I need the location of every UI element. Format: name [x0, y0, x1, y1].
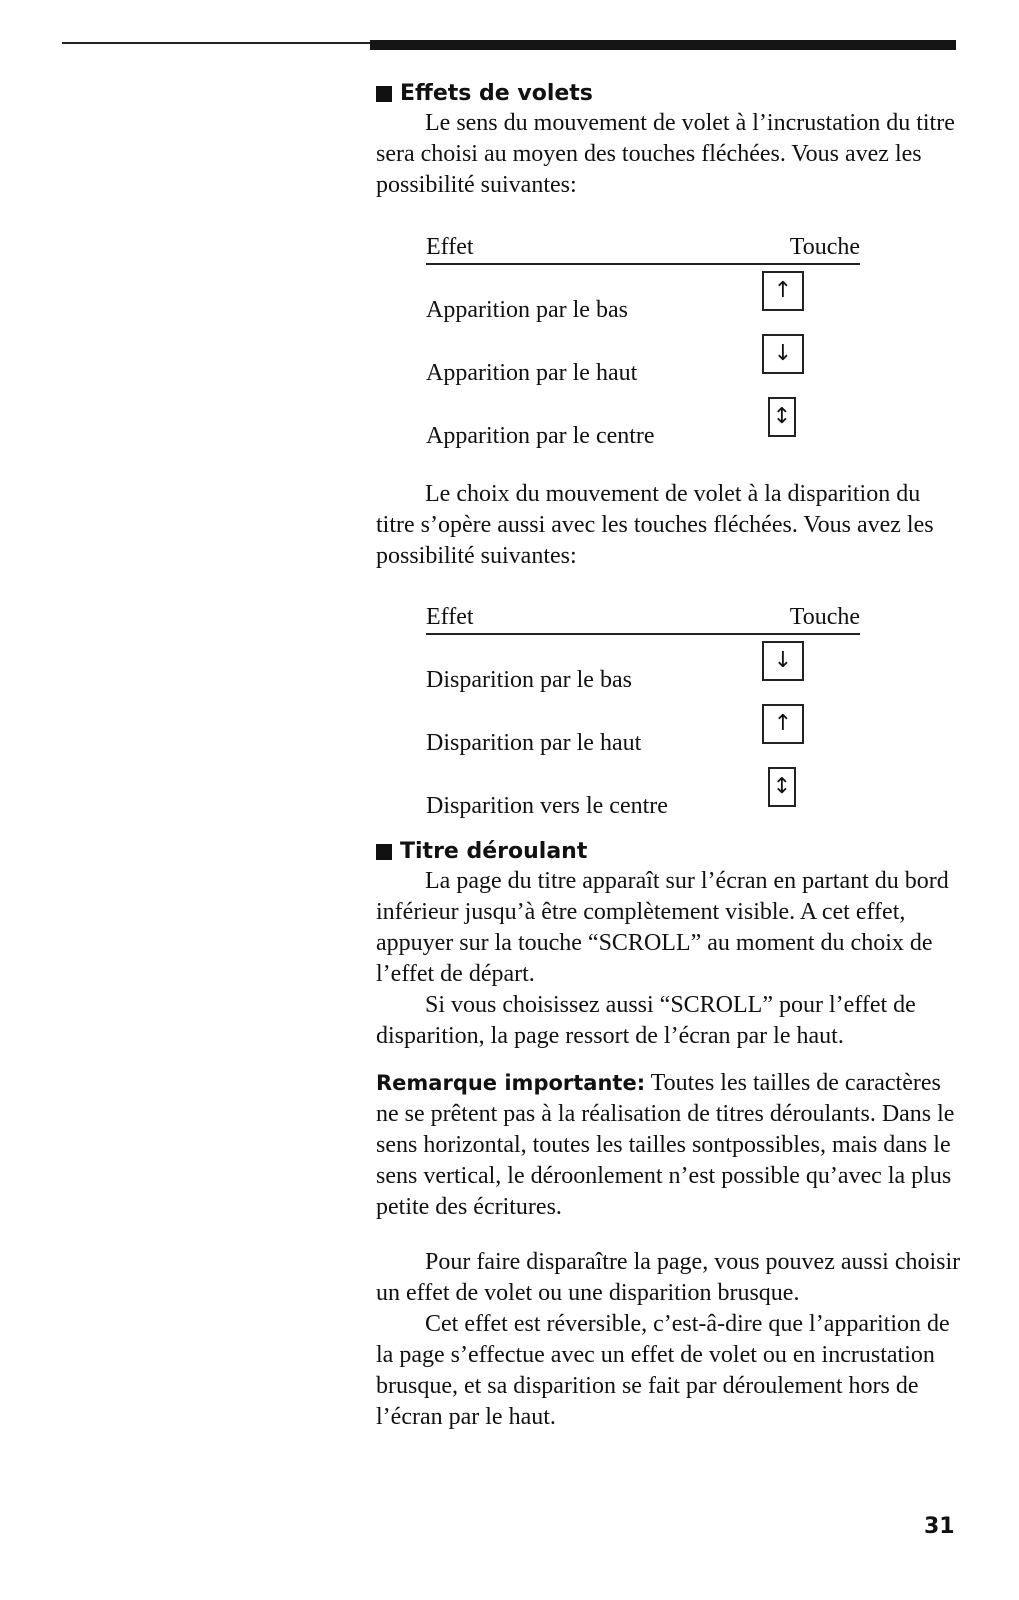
paragraph: Le sens du mouvement de volet à l’incrustation du titre sera choisi au moyen des touches fléchées. Vous avez les possibilité suivantes:: [376, 110, 955, 198]
important-remark: [376, 1068, 961, 1223]
paragraph: Le choix du mouvement de volet à la disparition du titre s’opère aussi avec les touches fléchées. Vous avez les possibilité suivantes:: [376, 481, 934, 569]
paragraph: Cet effet est réversible, c’est-â-dire que l’apparition de la page s’effectue avec un effet de volet ou en incrustation brusque, et sa disparition se fait par déroulement hors de l’écran par le haut.: [376, 1311, 950, 1430]
table-row: [426, 698, 860, 761]
arrow-updown-icon: ↕: [768, 767, 796, 807]
table-row: [426, 635, 860, 698]
effects-table-appearance: [426, 232, 860, 454]
paragraph-block: [376, 479, 961, 572]
paragraph: La page du titre apparaît sur l’écran en partant du bord inférieur jusqu’à être complètement visible. A cet effet, appuyer sur la touche “SCROLL” au moment du choix de l’effet de départ.: [376, 868, 949, 987]
table-header: [426, 232, 860, 265]
effect-label: Disparition par le haut: [426, 730, 642, 756]
table-row: [426, 391, 860, 454]
effect-label: Disparition vers le centre: [426, 793, 668, 819]
section-effets-de-volets: [376, 80, 961, 201]
header-rule-thick: [370, 40, 956, 50]
column-header-effect: Effet: [426, 234, 474, 260]
arrow-updown-icon: ↕: [768, 397, 796, 437]
column-header-effect: Effet: [426, 604, 474, 630]
section-heading: [376, 80, 961, 108]
column-header-key: Touche: [789, 234, 860, 260]
arrow-down-icon: ↓: [762, 641, 804, 681]
effect-label: Apparition par le haut: [426, 360, 638, 386]
section-heading: [376, 838, 961, 866]
table-row: [426, 328, 860, 391]
section-heading-text: Effets de volets: [400, 81, 593, 106]
section-heading-text: Titre déroulant: [400, 839, 588, 864]
paragraph: Pour faire disparaître la page, vous pouvez aussi choisir un effet de volet ou une disparition brusque.: [376, 1249, 961, 1306]
effects-table-disappearance: [426, 602, 860, 824]
effect-label: Apparition par le bas: [426, 297, 628, 323]
remark-label: Remarque importante:: [376, 1071, 646, 1095]
square-bullet-icon: [376, 86, 392, 102]
header-rule-thin: [62, 42, 382, 44]
table-row: [426, 265, 860, 328]
square-bullet-icon: [376, 844, 392, 860]
effect-label: Apparition par le centre: [426, 423, 655, 449]
table-header: [426, 602, 860, 635]
arrow-up-icon: ↑: [762, 704, 804, 744]
paragraph: Si vous choisissez aussi “SCROLL” pour l’effet de disparition, la page ressort de l’écran par le haut.: [376, 992, 916, 1049]
effect-label: Disparition par le bas: [426, 667, 632, 693]
page-number: 31: [924, 1514, 955, 1539]
arrow-up-icon: ↑: [762, 271, 804, 311]
remark-text: Toutes les tailles de caractères ne se prêtent pas à la réalisation de titres déroulants. Dans le sens horizontal, toutes les tailles sontpossibles, mais dans le sens vertical, le déroonlement n’est possible qu’avec la plus petite des écritures.: [376, 1070, 955, 1220]
table-row: [426, 761, 860, 824]
column-header-key: Touche: [789, 604, 860, 630]
arrow-down-icon: ↓: [762, 334, 804, 374]
section-titre-deroulant: [376, 838, 961, 1433]
